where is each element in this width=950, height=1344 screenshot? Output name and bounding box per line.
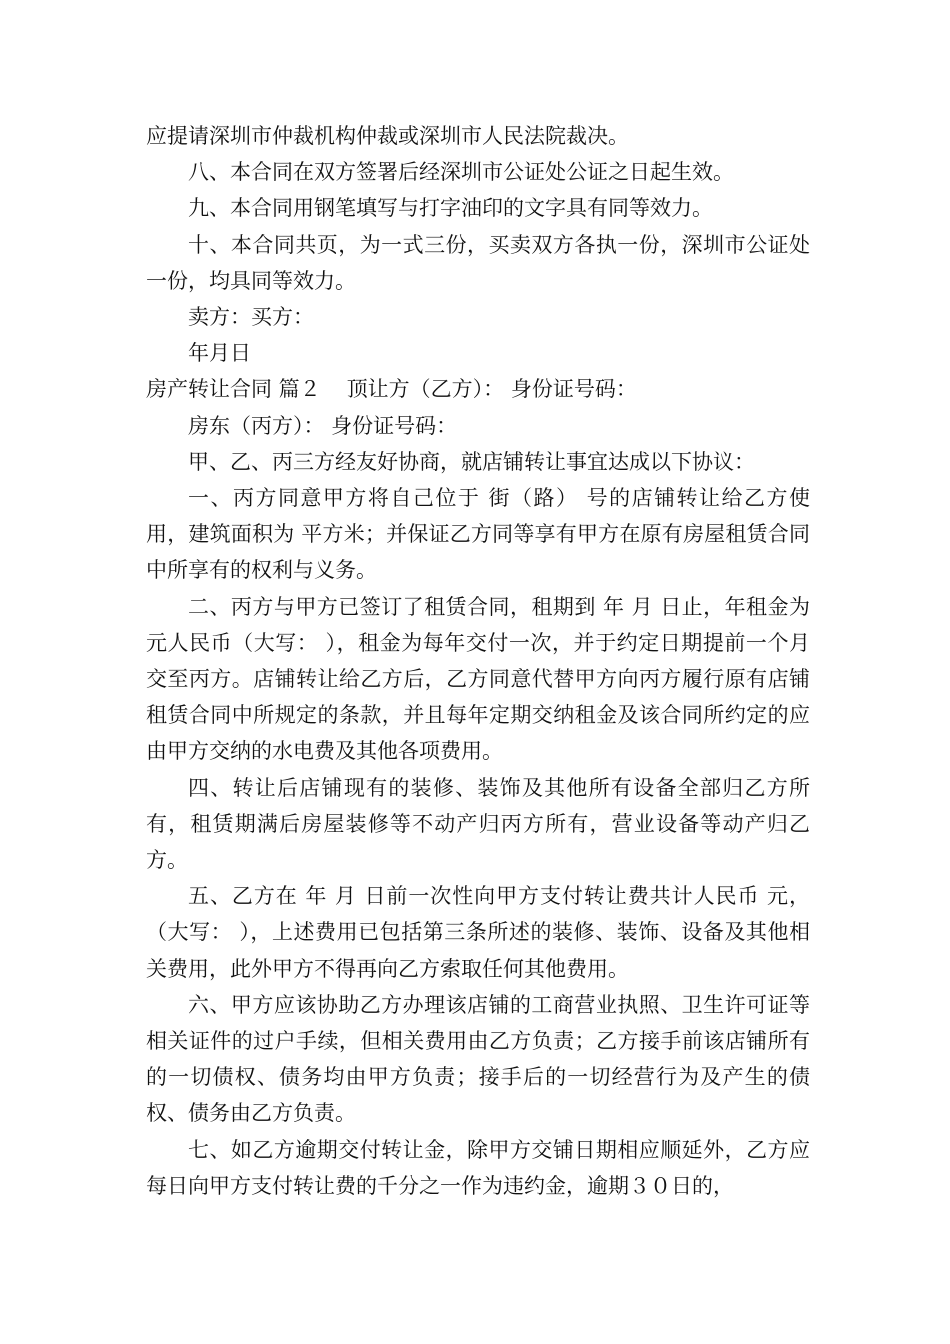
paragraph-clause-10: 十、本合同共页，为一式三份，买卖双方各执一份，深圳市公证处一份，均具同等效力。 [146,232,810,293]
paragraph-article-6: 六、甲方应该协助乙方办理该店铺的工商营业执照、卫生许可证等相关证件的过户手续，但相关费用由乙方负责；乙方接手前该店铺所有的一切债权、债务均由甲方负责；接手后的一切经营行为及产生的债权、债务由乙方负责。 [146,992,810,1126]
paragraph-article-2: 二、丙方与甲方已签订了租赁合同，租期到 年 月 日止，年租金为 元人民币（大写： ），租金为每年交付一次，并于约定日期提前一个月交至丙方。店铺转让给乙方后，乙方同意代替甲方向丙方履行原有店铺租赁合同中所规定的条款，并且每年定期交纳租金及该合同所约定的应由甲方交纳的水电费及其他各项费用。 [146,594,810,764]
transferee-line: 顶让方（乙方）： 身份证号码： [346,377,637,402]
paragraph-clause-9: 九、本合同用钢笔填写与打字油印的文字具有同等效力。 [188,196,713,221]
paragraph-article-1: 一、丙方同意甲方将自己位于 街（路） 号的店铺转让给乙方使用，建筑面积为 平方米；并保证乙方同等享有甲方在原有房屋租赁合同中所享有的权利与义务。 [146,486,810,583]
paragraph-date: 年月日 [188,341,251,366]
paragraph-agreement-intro: 甲、乙、丙三方经友好协商，就店铺转让事宜达成以下协议： [188,449,755,474]
document-body [146,118,810,1204]
section-title: 房产转让合同 篇２ [146,377,321,402]
paragraph-arbitration-end: 应提请深圳市仲裁机构仲裁或深圳市人民法院裁决。 [146,124,629,148]
paragraph-article-5: 五、乙方在 年 月 日前一次性向甲方支付转让费共计人民币 元，（大写： ），上述费用已包括第三条所述的装修、装饰、设备及其他相关费用，此外甲方不得再向乙方索取任何其他费用。 [146,884,810,981]
paragraph-article-7: 七、如乙方逾期交付转让金，除甲方交铺日期相应顺延外，乙方应每日向甲方支付转让费的千分之一作为违约金，逾期３０日的， [146,1137,810,1198]
paragraph-landlord: 房东（丙方）： 身份证号码： [188,413,458,438]
paragraph-clause-8: 八、本合同在双方签署后经深圳市公证处公证之日起生效。 [188,160,734,185]
section-heading-line [146,371,810,407]
paragraph-article-4: 四、转让后店铺现有的装修、装饰及其他所有设备全部归乙方所有，租赁期满后房屋装修等不动产归丙方所有，营业设备等动产归乙方。 [146,775,810,873]
paragraph-signatures: 卖方：买方： [188,305,314,330]
